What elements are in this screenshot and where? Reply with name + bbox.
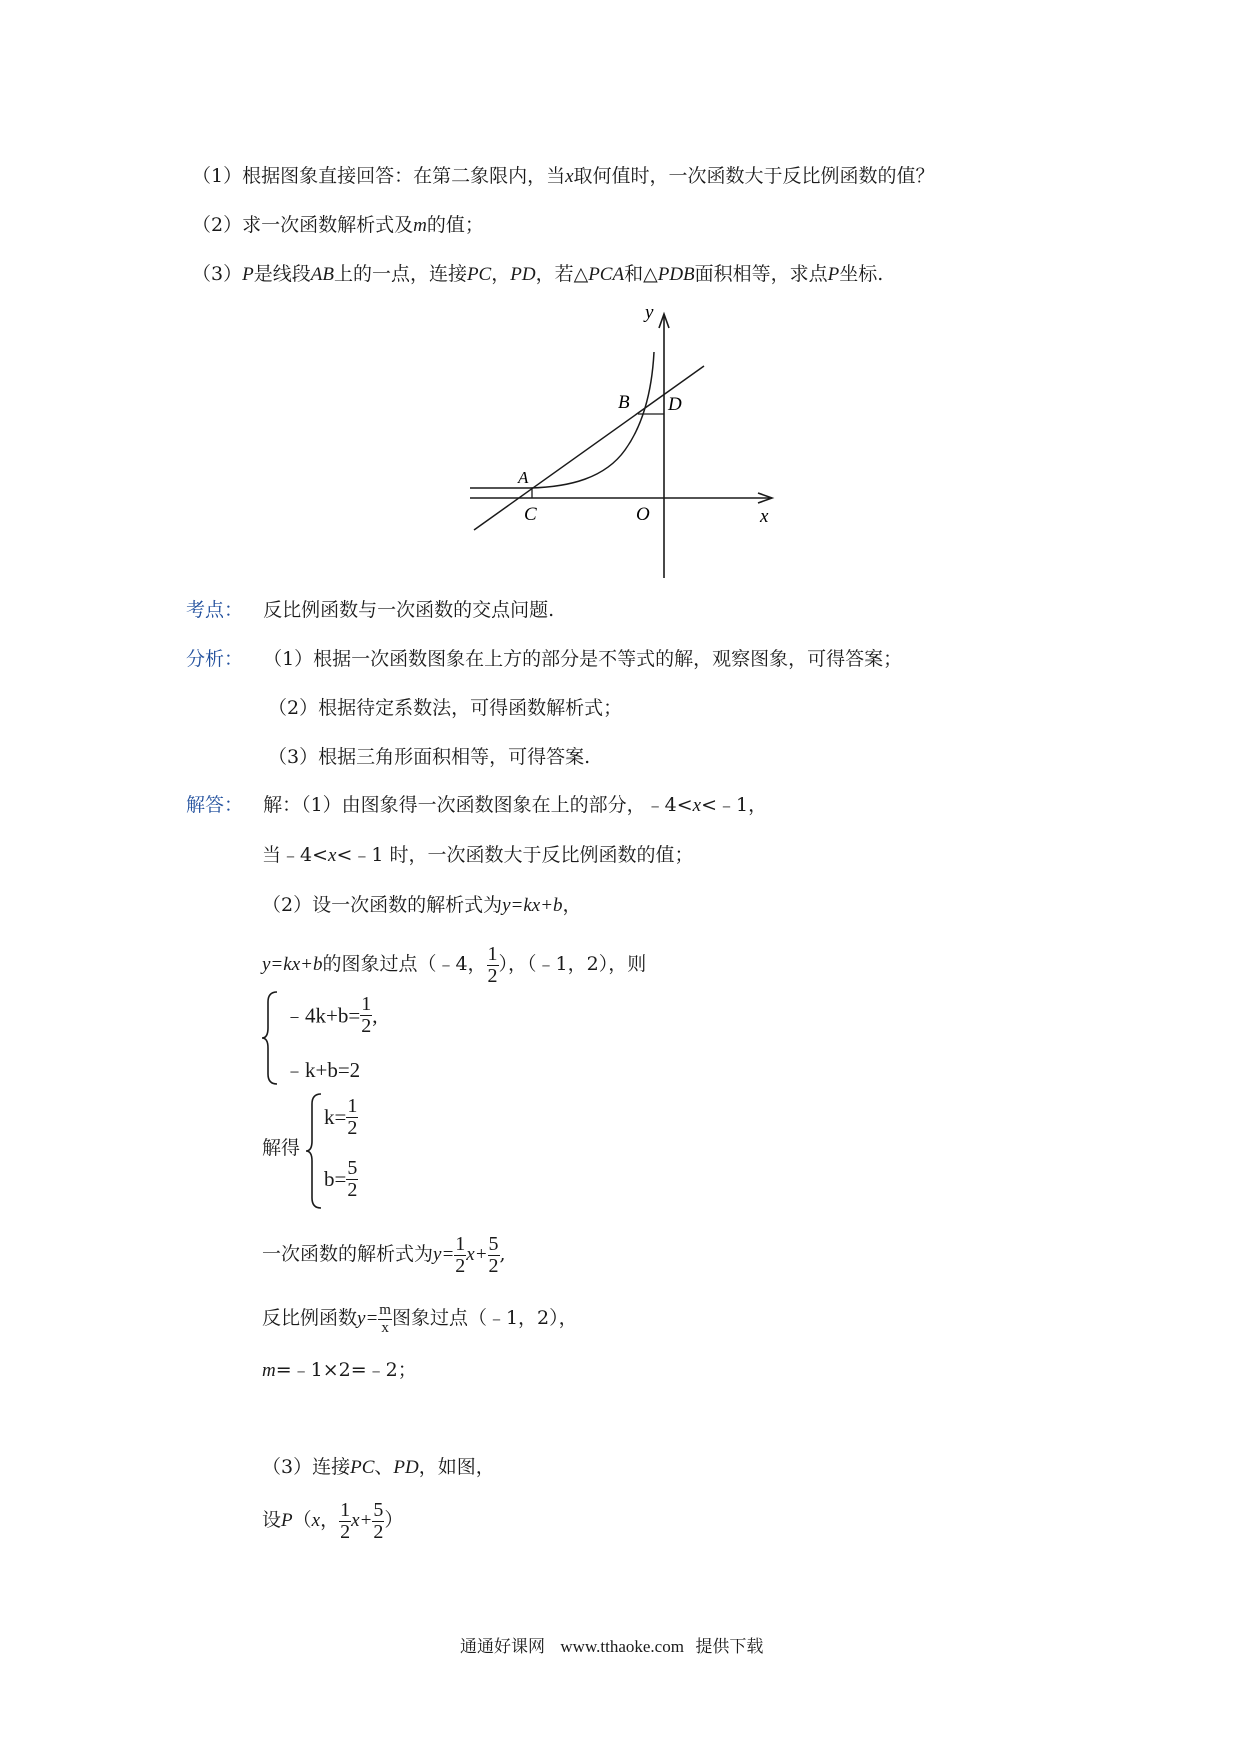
- jieda-line-8: （3）连接PC、PD，如图，: [262, 1456, 495, 1478]
- footer-tail: 提供下载: [695, 1637, 764, 1657]
- footer-url[interactable]: www.tthaoke.com: [560, 1637, 684, 1656]
- fenxi-line-3: （3）根据三角形面积相等，可得答案.: [268, 746, 591, 768]
- jieda-line-2: 当﹣4<x<﹣1 时，一次函数大于反比例函数的值；: [262, 844, 694, 866]
- jieda-line-6: 反比例函数y= $\frac{m}{x}$ 图象过点（﹣1，2），: [262, 1301, 578, 1336]
- function-graph-figure: [460, 300, 790, 585]
- question-2: （2）求一次函数解析式及m的值；: [192, 214, 484, 236]
- fenxi-line-2: （2）根据待定系数法，可得函数解析式；: [268, 697, 623, 719]
- solve-label: 解得: [262, 1137, 301, 1159]
- brace-icon: [262, 990, 280, 1086]
- page-footer: [460, 1632, 763, 1657]
- label-x: x: [760, 506, 769, 527]
- label-d: D: [668, 394, 682, 415]
- kaodian-text: 反比例函数与一次函数的交点问题.: [263, 599, 555, 621]
- jieda-line-5: 一次函数的解析式为y= $\frac{1}{2}$ x+ $\frac{5}{2}$ ,: [262, 1232, 506, 1277]
- jieda-line-3: （2）设一次函数的解析式为y=kx+b，: [262, 894, 582, 916]
- equation-system-2: k= $\frac{1}{2}$ b= $\frac{5}{2}$: [306, 1092, 426, 1210]
- label-y: y: [645, 302, 654, 323]
- kaodian-row: [186, 598, 554, 622]
- label-b: B: [618, 392, 630, 413]
- equation-system-1: ﹣4k+b= $\frac{1}{2}$ , ﹣k+b=2: [262, 990, 462, 1086]
- jieda-line-4: y=kx+b的图象过点（﹣4， $\frac{1}{2}$ ），（﹣1，2），则: [262, 942, 647, 987]
- line-ab: [474, 366, 704, 530]
- kaodian-label: 考点：: [186, 599, 244, 621]
- jieda-line-7: m=﹣1×2=﹣2；: [262, 1359, 417, 1381]
- label-c: C: [524, 504, 537, 525]
- label-a: A: [518, 468, 529, 487]
- label-o: O: [636, 504, 650, 525]
- jieda-row: 解答： 解：（1）由图象得一次函数图象在上的部分，﹣4<x<﹣1，: [186, 794, 768, 816]
- brace-icon: [306, 1092, 324, 1210]
- fenxi-label: 分析：: [186, 648, 244, 670]
- question-3: （3）P是线段AB上的一点，连接PC，PD，若△PCA和△PDB面积相等，求点P坐标.: [192, 263, 884, 285]
- jieda-label: 解答：: [186, 794, 244, 816]
- question-1: （1）根据图象直接回答：在第二象限内，当x取何值时，一次函数大于反比例函数的值？: [192, 165, 935, 187]
- fenxi-row: [186, 647, 902, 671]
- fenxi-line-1: （1）根据一次函数图象在上方的部分是不等式的解，观察图象，可得答案；: [263, 648, 903, 670]
- fraction-half: $\frac{1}{2}$: [487, 942, 498, 987]
- footer-site: 通通好课网: [460, 1637, 545, 1657]
- jieda-line-9: 设P（x， $\frac{1}{2}$ x+ $\frac{5}{2}$ ）: [262, 1498, 404, 1543]
